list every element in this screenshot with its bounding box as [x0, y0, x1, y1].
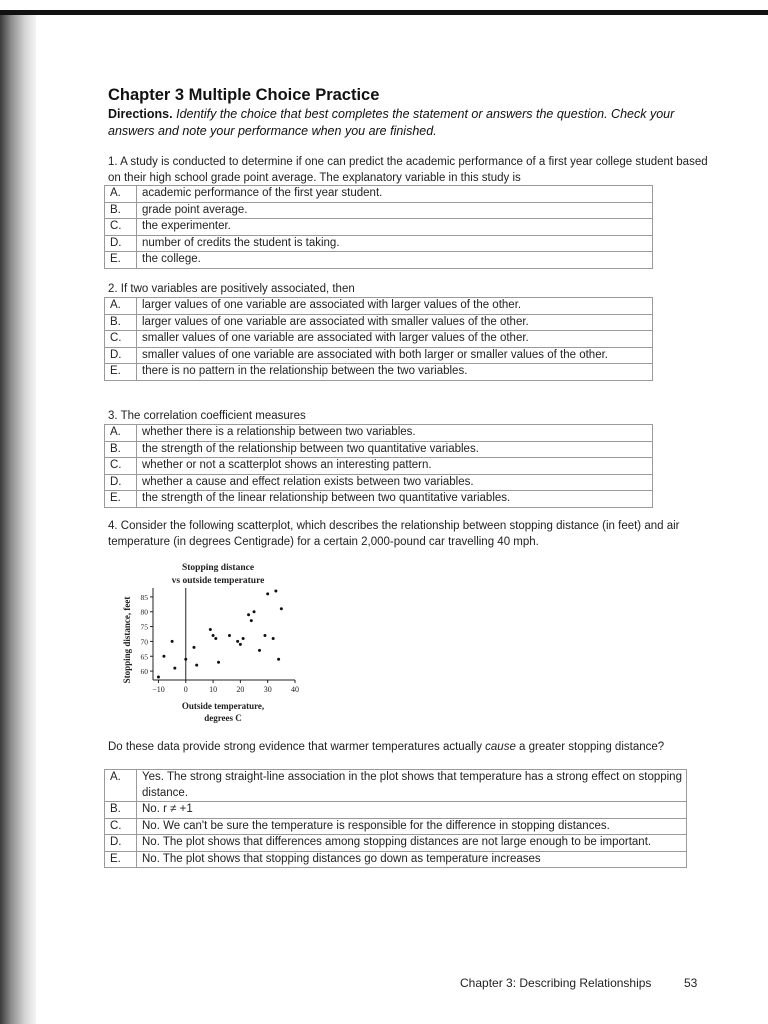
- option-letter: D.: [105, 235, 137, 252]
- data-point: [192, 646, 195, 649]
- option-letter: E.: [105, 491, 137, 508]
- option-letter: C.: [105, 818, 137, 835]
- option-letter: C.: [105, 331, 137, 348]
- question-3-text: 3. The correlation coefficient measures: [108, 410, 306, 422]
- option-row[interactable]: [105, 835, 687, 852]
- question-3-options: [104, 424, 653, 508]
- question-4-text: 4. Consider the following scatterplot, which describes the relationship between stopping distance (in feet) and air temperature (in degrees Centigrade) for a certain 2,000-pound car travelling 40 mph.: [108, 520, 680, 548]
- option-row[interactable]: [105, 425, 653, 442]
- option-text: there is no pattern in the relationship between the two variables.: [137, 364, 653, 381]
- book-binding-shadow: [0, 15, 36, 1024]
- option-row[interactable]: [105, 347, 653, 364]
- option-letter: B.: [105, 314, 137, 331]
- option-row[interactable]: [105, 202, 653, 219]
- option-text: the strength of the linear relationship between two quantitative variables.: [137, 491, 653, 508]
- data-point: [274, 589, 277, 592]
- data-point: [162, 655, 165, 658]
- option-text: smaller values of one variable are associated with larger values of the other.: [137, 331, 653, 348]
- option-text: whether or not a scatterplot shows an interesting pattern.: [137, 458, 653, 475]
- option-row[interactable]: [105, 770, 687, 802]
- y-tick-label: 70: [140, 637, 148, 647]
- option-text: smaller values of one variable are associated with both larger or smaller values of the other.: [137, 347, 653, 364]
- chart-plot-area: [141, 588, 300, 694]
- data-point: [242, 637, 245, 640]
- x-tick-label: −10: [152, 685, 165, 694]
- data-point: [239, 643, 242, 646]
- data-point: [280, 607, 283, 610]
- option-letter: A.: [105, 186, 137, 203]
- question-1-text: 1. A study is conducted to determine if one can predict the academic performance of a first year college student based on their high school grade point average. The explanatory variable in this study is: [108, 156, 708, 184]
- option-letter: B.: [105, 441, 137, 458]
- option-text: No. We can't be sure the temperature is responsible for the difference in stopping distances.: [137, 818, 687, 835]
- page-title: Chapter 3 Multiple Choice Practice: [108, 86, 380, 104]
- data-point: [171, 640, 174, 643]
- option-letter: E.: [105, 851, 137, 868]
- directions-label: Directions.: [108, 107, 173, 121]
- footer-page-number: 53: [684, 976, 698, 990]
- option-letter: B.: [105, 802, 137, 819]
- data-point: [272, 637, 275, 640]
- data-point: [266, 592, 269, 595]
- option-letter: C.: [105, 458, 137, 475]
- option-row[interactable]: [105, 851, 687, 868]
- y-tick-label: 85: [140, 592, 148, 602]
- data-point: [247, 613, 250, 616]
- option-text: whether a cause and effect relation exists between two variables.: [137, 474, 653, 491]
- data-point: [250, 619, 253, 622]
- data-point: [212, 634, 215, 637]
- chart-title-line-2: vs outside temperature: [171, 576, 265, 586]
- option-text: the experimenter.: [137, 219, 653, 236]
- x-axis-label-line-1: Outside temperature,: [181, 701, 265, 711]
- option-letter: E.: [105, 364, 137, 381]
- option-row[interactable]: [105, 364, 653, 381]
- option-row[interactable]: [105, 458, 653, 475]
- data-point: [258, 649, 261, 652]
- option-text: academic performance of the first year student.: [137, 186, 653, 203]
- x-tick-label: 30: [263, 685, 272, 694]
- option-row[interactable]: [105, 331, 653, 348]
- option-text: the strength of the relationship between two quantitative variables.: [137, 441, 653, 458]
- option-text: number of credits the student is taking.: [137, 235, 653, 252]
- x-tick-label: 40: [291, 685, 299, 694]
- question-2-options: [104, 297, 653, 381]
- data-point: [277, 658, 280, 661]
- option-row[interactable]: [105, 818, 687, 835]
- option-text: No. The plot shows that stopping distances go down as temperature increases: [137, 851, 687, 868]
- option-letter: D.: [105, 474, 137, 491]
- y-tick-label: 65: [140, 652, 148, 662]
- option-text: Yes. The strong straight-line association in the plot shows that temperature has a strong effect on stopping distance.: [137, 770, 687, 802]
- option-letter: D.: [105, 347, 137, 364]
- option-letter: B.: [105, 202, 137, 219]
- option-text: grade point average.: [137, 202, 653, 219]
- data-point: [263, 634, 266, 637]
- option-row[interactable]: [105, 314, 653, 331]
- y-tick-label: 80: [140, 607, 148, 617]
- x-tick-label: 0: [183, 685, 188, 694]
- option-letter: E.: [105, 252, 137, 269]
- option-row[interactable]: [105, 298, 653, 315]
- option-row[interactable]: [105, 235, 653, 252]
- y-axis-label: Stopping distance, feet: [122, 596, 132, 684]
- option-text: whether there is a relationship between two variables.: [137, 425, 653, 442]
- option-row[interactable]: [105, 252, 653, 269]
- directions: [108, 106, 688, 140]
- x-axis-label-line-2: degrees C: [204, 713, 242, 723]
- data-point: [253, 610, 256, 613]
- data-point: [236, 640, 239, 643]
- option-text: No. The plot shows that differences among stopping distances are not large enough to be important.: [137, 835, 687, 852]
- data-point: [217, 661, 220, 664]
- data-point: [228, 634, 231, 637]
- option-row[interactable]: [105, 802, 687, 819]
- chart-title-line-1: Stopping distance: [181, 563, 255, 573]
- scatterplot: [118, 560, 318, 730]
- option-row[interactable]: [105, 441, 653, 458]
- option-row[interactable]: [105, 219, 653, 236]
- option-letter: A.: [105, 425, 137, 442]
- option-text: the college.: [137, 252, 653, 269]
- data-point: [173, 667, 176, 670]
- directions-text: Identify the choice that best completes the statement or answers the question. Check your answers and note your performance when you are finished.: [108, 107, 675, 138]
- question-4-options: [104, 769, 687, 868]
- data-point: [195, 664, 198, 667]
- option-text: larger values of one variable are associated with smaller values of the other.: [137, 314, 653, 331]
- option-row[interactable]: [105, 186, 653, 203]
- option-text: larger values of one variable are associated with larger values of the other.: [137, 298, 653, 315]
- option-letter: A.: [105, 770, 137, 802]
- option-text: No. r ≠ +1: [137, 802, 687, 819]
- data-point: [209, 628, 212, 631]
- scan-top-border: [0, 10, 768, 15]
- question-2-text: 2. If two variables are positively associated, then: [108, 283, 355, 295]
- x-tick-label: 20: [236, 685, 245, 694]
- question-1-options: [104, 185, 653, 269]
- data-point: [157, 676, 160, 679]
- option-letter: C.: [105, 219, 137, 236]
- y-tick-label: 75: [140, 622, 148, 632]
- footer-chapter: Chapter 3: Describing Relationships: [460, 976, 652, 990]
- y-tick-label: 60: [140, 667, 148, 677]
- question-4-prompt: Do these data provide strong evidence that warmer temperatures actually cause a greater stopping distance?: [108, 741, 665, 753]
- option-letter: D.: [105, 835, 137, 852]
- data-point: [184, 658, 187, 661]
- option-row[interactable]: [105, 491, 653, 508]
- x-tick-label: 10: [209, 685, 218, 694]
- option-letter: A.: [105, 298, 137, 315]
- data-point: [214, 637, 217, 640]
- option-row[interactable]: [105, 474, 653, 491]
